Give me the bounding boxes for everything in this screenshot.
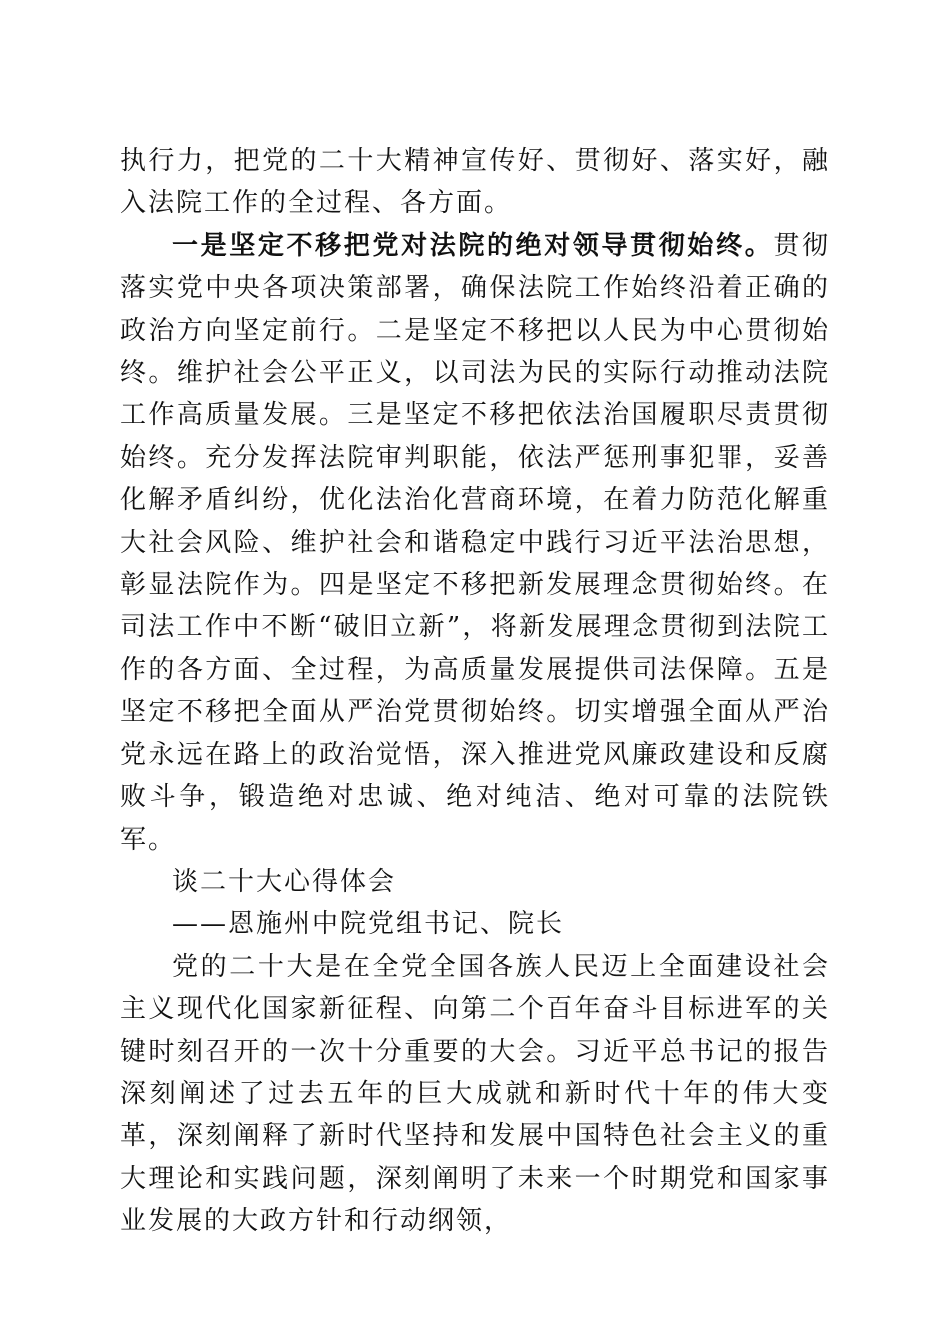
paragraph-intro: 党的二十大是在全党全国各族人民迈上全面建设社会主义现代化国家新征程、向第二个百年奋斗目标进军的关键时刻召开的一次十分重要的大会。习近平总书记的报告深刻阐述了过去五年的巨大成就和新时代十年的伟大变革，深刻阐释了新时代坚持和发展中国特色社会主义的重大理论和实践问题，深刻阐明了未来一个时期党和国家事业发展的大政方针和行动纲领， — [120, 951, 830, 1237]
paragraph-body: 贯彻落实党中央各项决策部署，确保法院工作始终沿着正确的政治方向坚定前行。二是坚定不移把以人民为中心贯彻始终。维护社会公平正义，以司法为民的实际行动推动法院工作高质量发展。三是坚定不移把依法治国履职尽责贯彻始终。充分发挥法院审判职能，依法严惩刑事犯罪，妥善化解矛盾纠纷，优化法治化营商环境，在着力防范化解重大社会风险、维护社会和谐稳定中践行习近平法治思想，彰显法院作为。四是坚定不移把新发展理念贯彻始终。在司法工作中不断“破旧立新”，将新发展理念贯彻到法院工作的各方面、全过程，为高质量发展提供司法保障。五是坚定不移把全面从严治党贯彻始终。切实增强全面从严治党永远在路上的政治觉悟，深入推进党风廉政建设和反腐败斗争，锻造绝对忠诚、绝对纯洁、绝对可靠的法院铁军。 — [120, 230, 830, 855]
article-byline: ——恩施州中院党组书记、院长 — [172, 909, 565, 940]
paragraph-continuation: 执行力，把党的二十大精神宣传好、贯彻好、落实好，融入法院工作的全过程、各方面。 — [120, 146, 830, 219]
paragraph-five-points — [120, 225, 830, 861]
document-body — [120, 140, 830, 1243]
article-title: 谈二十大心得体会 — [172, 866, 397, 897]
paragraph-bold-lead: 一是坚定不移把党对法院的绝对领导贯彻始终。 — [172, 230, 774, 261]
